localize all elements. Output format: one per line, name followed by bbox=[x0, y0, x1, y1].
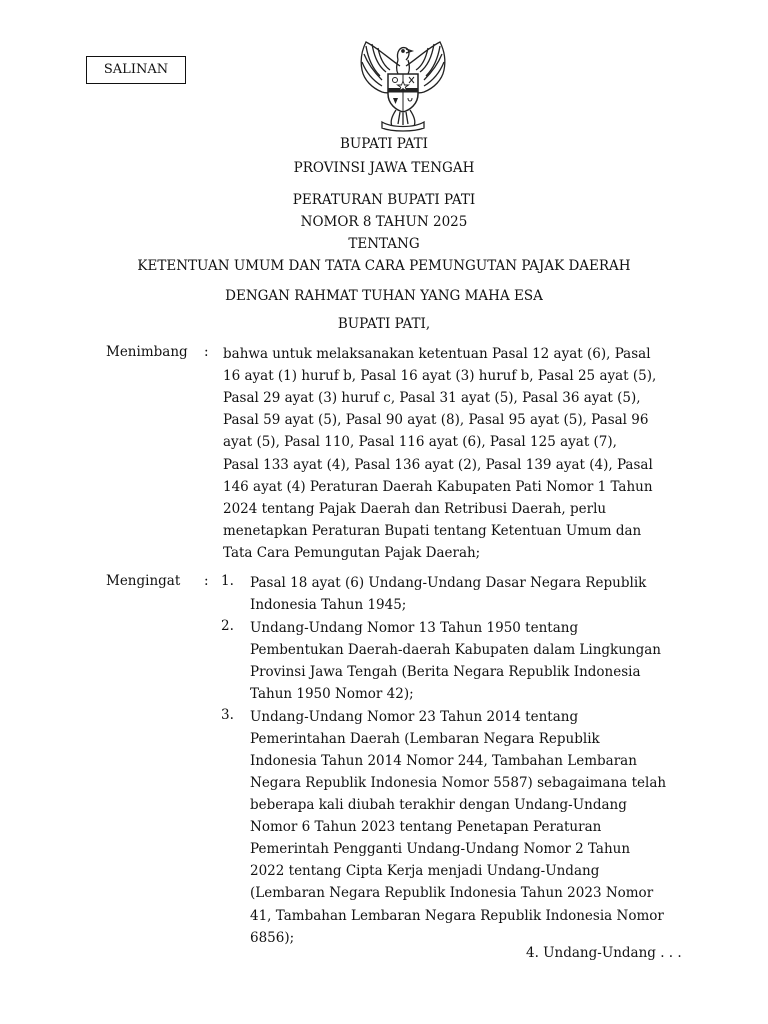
mengingat-item-line: 6856); bbox=[250, 929, 295, 946]
page-continuation: 4. Undang-Undang . . . bbox=[526, 945, 682, 961]
mengingat-item-line: Indonesia Tahun 2014 Nomor 244, Tambahan Lembaran bbox=[250, 752, 637, 769]
mengingat-colon: : bbox=[204, 573, 209, 589]
regulation-number: NOMOR 8 TAHUN 2025 bbox=[300, 214, 468, 230]
bupati-signatory: BUPATI PATI, bbox=[337, 316, 431, 332]
mengingat-item-line: beberapa kali diubah terakhir dengan Undang-Undang bbox=[250, 797, 627, 813]
menimbang-line: menetapkan Peraturan Bupati tentang Ketentuan Umum dan bbox=[223, 522, 642, 539]
mengingat-item-number: 2. bbox=[221, 617, 234, 634]
mengingat-item-line: Indonesia Tahun 1945; bbox=[250, 597, 407, 614]
menimbang-line: 2024 tentang Pajak Daerah dan Retribusi Daerah, perlu bbox=[223, 500, 607, 517]
garuda-pancasila-emblem-icon bbox=[348, 36, 458, 132]
mengingat-item-line: Negara Republik Indonesia Nomor 5587) sebagaimana telah bbox=[250, 774, 667, 791]
mengingat-item-line: Tahun 1950 Nomor 42); bbox=[250, 686, 414, 702]
mengingat-item-line: Nomor 6 Tahun 2023 tentang Penetapan Peraturan bbox=[250, 819, 602, 836]
menimbang-line: bahwa untuk melaksanakan ketentuan Pasal 12 ayat (6), Pasal bbox=[223, 346, 651, 362]
salinan-stamp: SALINAN bbox=[86, 56, 186, 84]
regulation-title: PERATURAN BUPATI PATI bbox=[292, 192, 476, 208]
mengingat-label: Mengingat bbox=[106, 573, 181, 589]
mengingat-item-line: Undang-Undang Nomor 13 Tahun 1950 tentang bbox=[250, 619, 579, 636]
menimbang-line: Tata Cara Pemungutan Pajak Daerah; bbox=[223, 544, 481, 561]
menimbang-line: 146 ayat (4) Peraturan Daerah Kabupaten Pati Nomor 1 Tahun bbox=[223, 478, 653, 495]
menimbang-line: Pasal 133 ayat (4), Pasal 136 ayat (2), Pasal 139 ayat (4), Pasal bbox=[223, 456, 653, 473]
mengingat-item-line: Pasal 18 ayat (6) Undang-Undang Dasar Negara Republik bbox=[250, 575, 647, 591]
mengingat-item-line: 41, Tambahan Lembaran Negara Republik Indonesia Nomor bbox=[250, 907, 664, 924]
header-bupati: BUPATI PATI bbox=[340, 136, 428, 152]
regulation-subject: KETENTUAN UMUM DAN TATA CARA PEMUNGUTAN PAJAK DAERAH bbox=[137, 258, 631, 274]
mengingat-item-line: Undang-Undang Nomor 23 Tahun 2014 tentang bbox=[250, 708, 579, 725]
menimbang-colon: : bbox=[204, 344, 209, 360]
tentang-label: TENTANG bbox=[348, 236, 420, 252]
mengingat-item-line: 2022 tentang Cipta Kerja menjadi Undang-Undang bbox=[250, 863, 600, 880]
mengingat-item-number: 1. bbox=[221, 573, 234, 589]
menimbang-label: Menimbang bbox=[106, 344, 188, 360]
mengingat-item-line: Pembentukan Daerah-daerah Kabupaten dalam Lingkungan bbox=[250, 641, 661, 658]
mengingat-item-line: Provinsi Jawa Tengah (Berita Negara Republik Indonesia bbox=[250, 663, 641, 680]
mengingat-item-line: Pemerintah Pengganti Undang-Undang Nomor 2 Tahun bbox=[250, 841, 631, 858]
mengingat-item-line: (Lembaran Negara Republik Indonesia Tahun 2023 Nomor bbox=[250, 885, 654, 902]
header-provinsi: PROVINSI JAWA TENGAH bbox=[293, 160, 475, 176]
menimbang-line: 16 ayat (1) huruf b, Pasal 16 ayat (3) huruf b, Pasal 25 ayat (5), bbox=[223, 368, 657, 385]
menimbang-line: ayat (5), Pasal 110, Pasal 116 ayat (6), Pasal 125 ayat (7), bbox=[223, 434, 617, 451]
menimbang-line: Pasal 29 ayat (3) huruf c, Pasal 31 ayat (5), Pasal 36 ayat (5), bbox=[223, 390, 641, 407]
rahmat-line: DENGAN RAHMAT TUHAN YANG MAHA ESA bbox=[225, 288, 543, 304]
menimbang-line: Pasal 59 ayat (5), Pasal 90 ayat (8), Pasal 95 ayat (5), Pasal 96 bbox=[223, 412, 649, 429]
mengingat-item-line: Pemerintahan Daerah (Lembaran Negara Republik bbox=[250, 730, 600, 747]
mengingat-item-number: 3. bbox=[221, 706, 234, 723]
